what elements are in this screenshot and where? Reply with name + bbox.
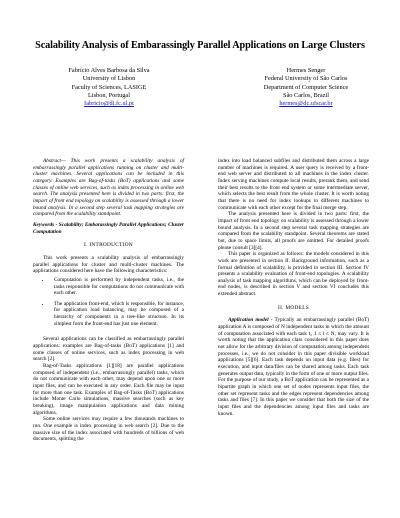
author-name: Fabrício Alves Barbosa da Silva	[68, 67, 150, 74]
author-block-1	[29, 67, 189, 108]
author-name: Hermes Senger	[286, 67, 326, 74]
paper-title: Scalability Analysis of Embarassingly Parallel Applications on Large Clusters	[35, 40, 365, 51]
intro-paragraph: This work presents a scalability analysis of embarrassingly parallel applications for cluster and multi-cluster machines. The applications considered here have the following characteristics:	[33, 254, 184, 275]
author-email-link[interactable]: fabricio@di.fc.ul.pt	[84, 100, 134, 108]
author-affiliation: University of Lisbon	[82, 75, 136, 83]
intro-paragraph: Several applications can be classified as embarrassingly parallel applications: examples are Bag-of-tasks (BoT) applications [1] and some classes of online services, such as index processing in web search [2].	[33, 336, 184, 363]
intro-paragraph: Bag-of-Tasks applications [1][18] are parallel applications composed of independent (i.e., embarrassingly parallel) tasks, which do not communicate with each other, may depend upon one or more input files, and can be executed in any order. Each file may be input for more than one task. Examples of Bag-of-Tasks (BoT) applications include Monte Carlo simulations, massive searches (such as key breaking), image manipulation applications and data mining algorithms.	[33, 363, 184, 416]
intro-paragraph: Some online services may require a few thousands machines to run. One example is index processing in web search [2]. Due to the massive size of the index associated with hundreds of billions of web documents, splitting the	[33, 416, 184, 443]
author-location: Lisbon, Portugal	[88, 91, 130, 99]
model-text: - Typically an embarrassingly parallel (BoT) application A is composed of N independent tasks in which the amount of computation associated with each task tᵢ, 1 ≤ i ≤ N, may vary. It is worth noting that the application class considered in this paper does not allow for the arbitrary division of computation among independent processes, i.e., we do not consider in this paper divisible workload applications [5][6]. Each task depends on input data (e.g. files) for execution, and input data/files can be shared among tasks. Each task generates output data, typically in the form of one or more output files. For the purpose of our study, a BoT application can be represented as a bipartite graph in which one set of nodes represents input files, the other set represent tasks and the edges represent dependencies among tasks and files [7]. In this paper we consider that both the size of the input files and the dependencies among input files and tasks are known.	[218, 317, 370, 417]
characteristics-list	[33, 277, 184, 328]
section-heading-introduction: I. INTRODUCTION	[84, 242, 133, 249]
author-department: Department of Computer Science	[263, 83, 349, 91]
body-paragraph: index into load balanced subfiles and distributed them across a large number of machines is required. A user query is received by a front-end web server and distributed to all machines in the index cluster. Index serving machines compute local results, prerank them, and send their best results to the front end system or some intermediate server, which selects the best result from the whole cluster. It is worth noting that there is no need for index lookups in different machines to communicate with each other except for the final merge step.	[218, 158, 369, 211]
author-location: São Carlos, Brazil	[283, 91, 329, 99]
section-heading-models: II. MODELS	[278, 304, 309, 311]
abstract	[33, 158, 184, 218]
keywords: Keywords - Scalability; Embarassingly Parallel Applications; Cluster Computation	[33, 221, 184, 235]
abstract-lead: Abstract	[43, 158, 61, 164]
model-subheading: Application model	[228, 317, 269, 324]
list-item: • The application front-end, which is responsible, for instance, for application load balancing, may be composed of a hierarchy of components in a tree-like structure. In its simplest form the front-end has just one element.	[51, 301, 184, 328]
right-column	[218, 158, 369, 417]
model-paragraph	[218, 317, 369, 417]
body-paragraph: The analysis presented here is divided in two parts: first, the impact of front end topology on scalability is assessed through a lower bound analysis. In a second step several task mapping strategies are compared from the scalability standpoint. Several theorems are stated but, due to space limits, all proofs are omitted. For detailed proofs please consult [3][4].	[218, 211, 369, 251]
author-affiliation: Federal University of São Carlos	[264, 75, 348, 83]
author-department: Faculty of Sciences, LASIGE	[71, 83, 147, 91]
list-item: • Computation is performed by independent tasks, i.e., the tasks responsible for computations do not communicate with each other.	[51, 277, 184, 297]
author-block-2	[226, 67, 386, 108]
author-email-link[interactable]: hermes@dc.ufscar.br	[279, 100, 333, 108]
body-paragraph: This paper is organized as follows: the models considered in this work are presented in section II. Background information, such as a formal definition of scalability, is provided in section III. Section IV presents a scalability evaluation of front-end topologies. A scalability analysis of task mapping algorithms, which can be deployed by front-end nodes, is described in section V and section VI concludes this extended abstract.	[218, 251, 369, 298]
left-column	[33, 158, 184, 443]
abstract-text: — This work presents a scalability analysis of embarrassingly parallel applications running on cluster and multi-cluster machines. Several applications can be included in this category. Examples are Bag-of-tasks (BoT) applications and some classes of online web services, such as index processing in online web search. The analysis presented here is divided in two parts: first, the impact of front end topology on scalability is assessed through a lower bound analysis. In a second step several task mapping strategies are compared from the scalability standpoint.	[33, 158, 184, 218]
